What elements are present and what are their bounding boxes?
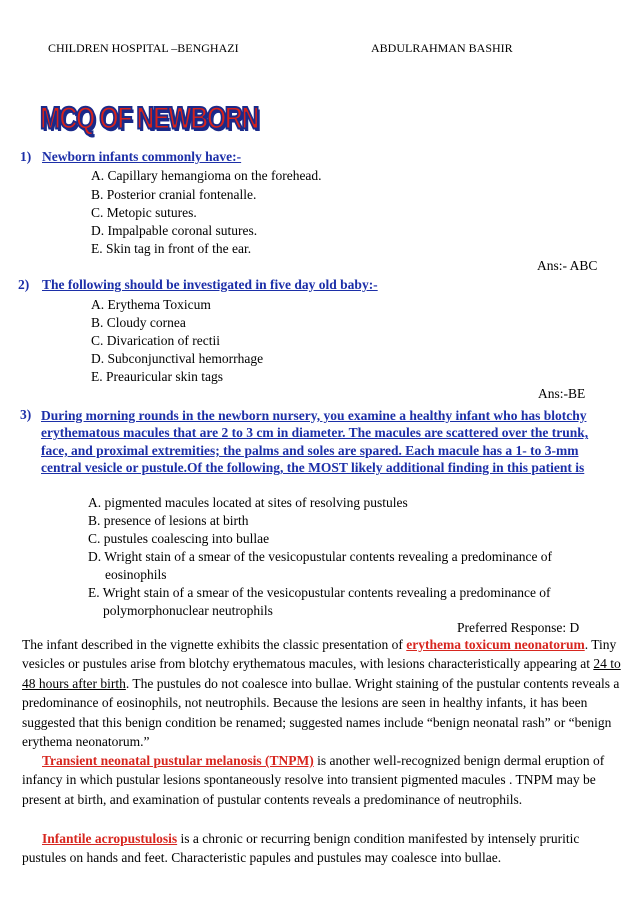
explanation-paragraph-1: The infant described in the vignette exhibits the classic presentation of erythema toxicum neonatorum. Tiny vesicles or pustules arise from blotchy erythematous macules, with lesions characteristically appearing at 24 to 48 hours after birth. The pustules do not coalesce into bullae. Wright staining of the pustular contents reveals a predominance of eosinophils, not neutrophils. Because the lesions are seen in healthy infants, it has been suggested that this benign condition be renamed; suggested names include “benign neonatal rash” or “benign erythema neonatorum.” [22, 637, 621, 750]
q3-option-c: C. pustules coalescing into bullae [88, 531, 270, 546]
document-title: MCQ OF NEWBORN [40, 101, 258, 136]
header-hospital: CHILDREN HOSPITAL –BENGHAZI [48, 41, 239, 55]
q3-number: 3) [20, 407, 32, 422]
q1-option: D. Impalpable coronal sutures. [91, 223, 258, 238]
q3-option-d-cont: eosinophils [105, 567, 167, 582]
header-author: ABDULRAHMAN BASHIR [371, 41, 513, 55]
onset-timing: 24 to 48 hours after birth [22, 656, 621, 691]
q1-option: B. Posterior cranial fontenalle. [91, 187, 257, 202]
q2-option: E. Preauricular skin tags [91, 369, 223, 384]
q2-option: B. Cloudy cornea [91, 315, 186, 330]
q3-option-e-cont: polymorphonuclear neutrophils [103, 603, 273, 618]
q3-option-b: B. presence of lesions at birth [88, 513, 249, 528]
q3-option-d: D. Wright stain of a smear of the vesicopustular contents revealing a predominance of [88, 549, 553, 564]
q2-text: The following should be investigated in five day old baby:- [42, 277, 378, 292]
q3-option-a: A. pigmented macules located at sites of resolving pustules [88, 495, 408, 510]
q2-option: A. Erythema Toxicum [91, 297, 211, 312]
q1-option: E. Skin tag in front of the ear. [91, 241, 252, 256]
explanation-paragraph-2: Transient neonatal pustular melanosis (TNPM) is another well-recognized benign dermal eruption of infancy in which pustular lesions spontaneously resolve into transient pigmented macules . TNPM may be present at birth, and examination of pustular contents reveals a predominance of neutrophils. [22, 753, 605, 807]
q3-answer: Preferred Response: D [457, 620, 580, 635]
q1-option: A. Capillary hemangioma on the forehead. [91, 168, 322, 183]
explanation-paragraph-3: Infantile acropustulosis is a chronic or recurring benign condition manifested by intensely pruritic pustules on hands and feet. Characteristic papules and pustules may coalesce into bullae. [22, 831, 580, 866]
q2-answer: Ans:-BE [538, 386, 586, 401]
q1-option: C. Metopic sutures. [91, 205, 197, 220]
q2-number: 2) [18, 277, 30, 292]
term-infantile-acropustulosis: Infantile acropustulosis [42, 831, 178, 846]
q1-text: Newborn infants commonly have:- [42, 149, 242, 164]
q2-option: C. Divarication of rectii [91, 333, 220, 348]
q1-number: 1) [20, 149, 32, 164]
q1-answer: Ans:- ABC [537, 258, 598, 273]
q3-option-e: E. Wright stain of a smear of the vesicopustular contents revealing a predominance of [88, 585, 551, 600]
q3-text: During morning rounds in the newborn nursery, you examine a healthy infant who has blotchy erythematous macules that are 2 to 3 cm in diameter. The macules are scattered over the trunk, face, and proximal extremities; the palms and soles are spared. Each macule has a 1- to 3-mm central vesicle or pustule.Of the following, the MOST likely additional finding in this patient is [41, 408, 589, 476]
q2-option: D. Subconjunctival hemorrhage [91, 351, 264, 366]
term-tnpm: Transient neonatal pustular melanosis (TNPM) [42, 753, 314, 768]
term-erythema-toxicum: erythema toxicum neonatorum [406, 637, 585, 652]
